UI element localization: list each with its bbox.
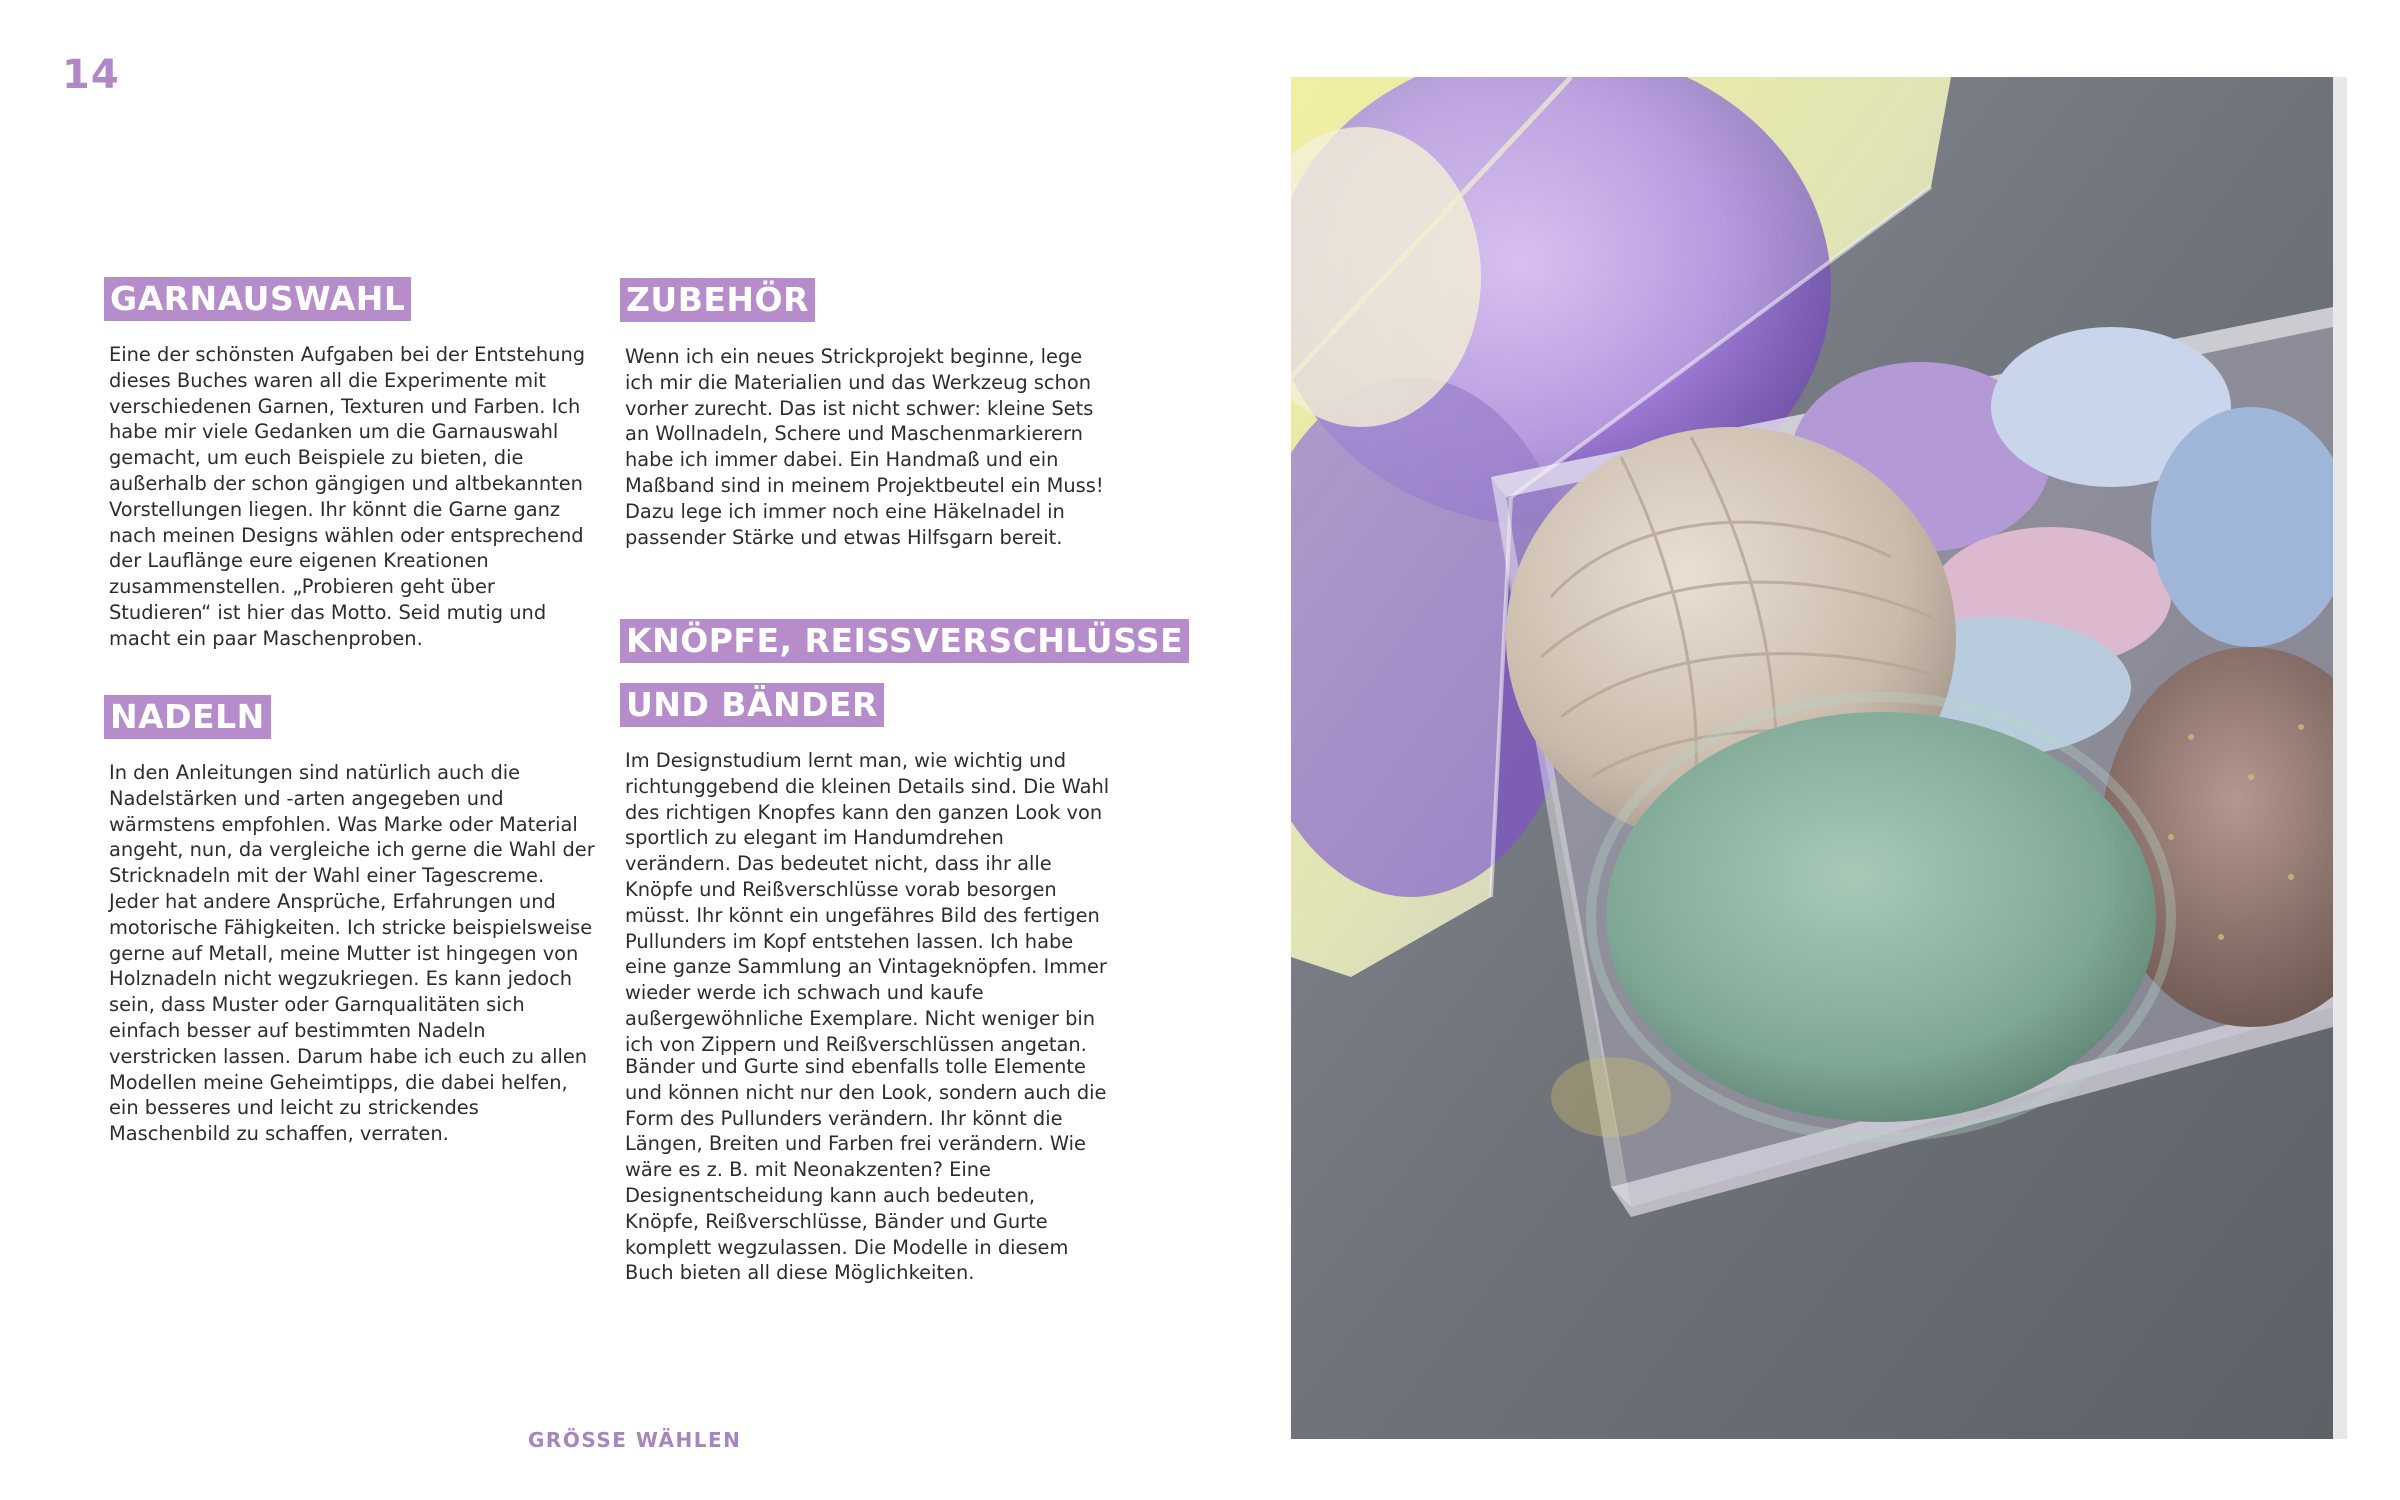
photo-edge xyxy=(2333,77,2347,1439)
heading-zubehoer: ZUBEHÖR xyxy=(620,278,815,322)
heading-knoepfe-line1: KNÖPFE, REISSVERSCHLÜSSE xyxy=(620,619,1189,663)
heading-knoepfe-line2: UND BÄNDER xyxy=(620,683,884,727)
yarn-illustration xyxy=(1291,77,2333,1439)
body-knoepfe-1: Im Designstudium lernt man, wie wichtig und richtunggebend die kleinen Details sind. Die Wahl des richtigen Knopfes kann den ganzen Look von sportlich zu elegant im Handumdrehen verändern. Das bedeutet nicht, dass ihr alle Knöpfe und Reißverschlüsse vorab besorgen müsst. Ihr könnt ein ungefähres Bild des fertigen Pullunders im Kopf entstehen lassen. Ich habe eine ganze Sammlung an Vintageknöpfen. Immer wieder werde ich schwach und kaufe außergewöhnliche Exemplare. Nicht weniger bin ich von Zippern und Reißverschlüssen angetan. xyxy=(625,749,1110,1056)
heading-nadeln: NADELN xyxy=(104,695,271,739)
heading-garnauswahl: GARNAUSWAHL xyxy=(104,277,411,321)
body-knoepfe-2: Bänder und Gurte sind ebenfalls tolle Elemente und können nicht nur den Look, sondern auch die Form des Pullunders verändern. Ihr könnt die Längen, Breiten und Farben frei verändern. Wie wäre es z. B. mit Neonakzenten? Eine Designentscheidung kann auch bedeuten, Knöpfe, Reißverschlüsse, Bänder und Gurte komplett wegzulassen. Die Modelle in diesem Buch bieten all diese Möglichkeiten. xyxy=(625,1055,1107,1285)
body-zubehoer: Wenn ich ein neues Strickprojekt beginne, lege ich mir die Materialien und das Werkzeug schon vorher zurecht. Das ist nicht schwer: kleine Sets an Wollnadeln, Schere und Maschenmarkierern habe ich immer dabei. Ein Handmaß und ein Maßband sind in meinem Projektbeutel ein Muss! Dazu lege ich immer noch eine Häkelnadel in passender Stärke und etwas Hilfsgarn bereit. xyxy=(625,345,1104,549)
body-garnauswahl: Eine der schönsten Aufgaben bei der Entstehung dieses Buches waren all die Experimente mit verschiedenen Garnen, Texturen und Farben. Ich habe mir viele Gedanken um die Garnauswahl gemacht, um euch Beispiele zu bieten, die außerhalb der schon gängigen und altbekannten Vorstellungen liegen. Ihr könnt die Garne ganz nach meinen Designs wählen oder entsprechend der Lauflänge eure eigenen Kreationen zusammenstellen. „Probieren geht über Studieren“ ist hier das Motto. Seid mutig und macht ein paar Maschenproben. xyxy=(109,343,586,650)
footer-running-title: GRÖSSE WÄHLEN xyxy=(528,1428,742,1452)
yarn-photo xyxy=(1291,77,2333,1439)
page-number: 14 xyxy=(62,52,120,98)
body-nadeln: In den Anleitungen sind natürlich auch die Nadelstärken und -arten angegeben und wärmstens empfohlen. Was Marke oder Material angeht, nun, da vergleiche ich gerne die Wahl der Stricknadeln mit der Wahl einer Tagescreme. Jeder hat andere Ansprüche, Erfahrungen und motorische Fähigkeiten. Ich stricke beispielsweise gerne auf Metall, meine Mutter ist hingegen von Holznadeln nicht wegzukriegen. Es kann jedoch sein, dass Muster oder Garnqualitäten sich einfach besser auf bestimmten Nadeln verstricken lassen. Darum habe ich euch zu allen Modellen meine Geheimtipps, die dabei helfen, ein besseres und leicht zu strickendes Maschenbild zu schaffen, verraten. xyxy=(109,761,595,1146)
